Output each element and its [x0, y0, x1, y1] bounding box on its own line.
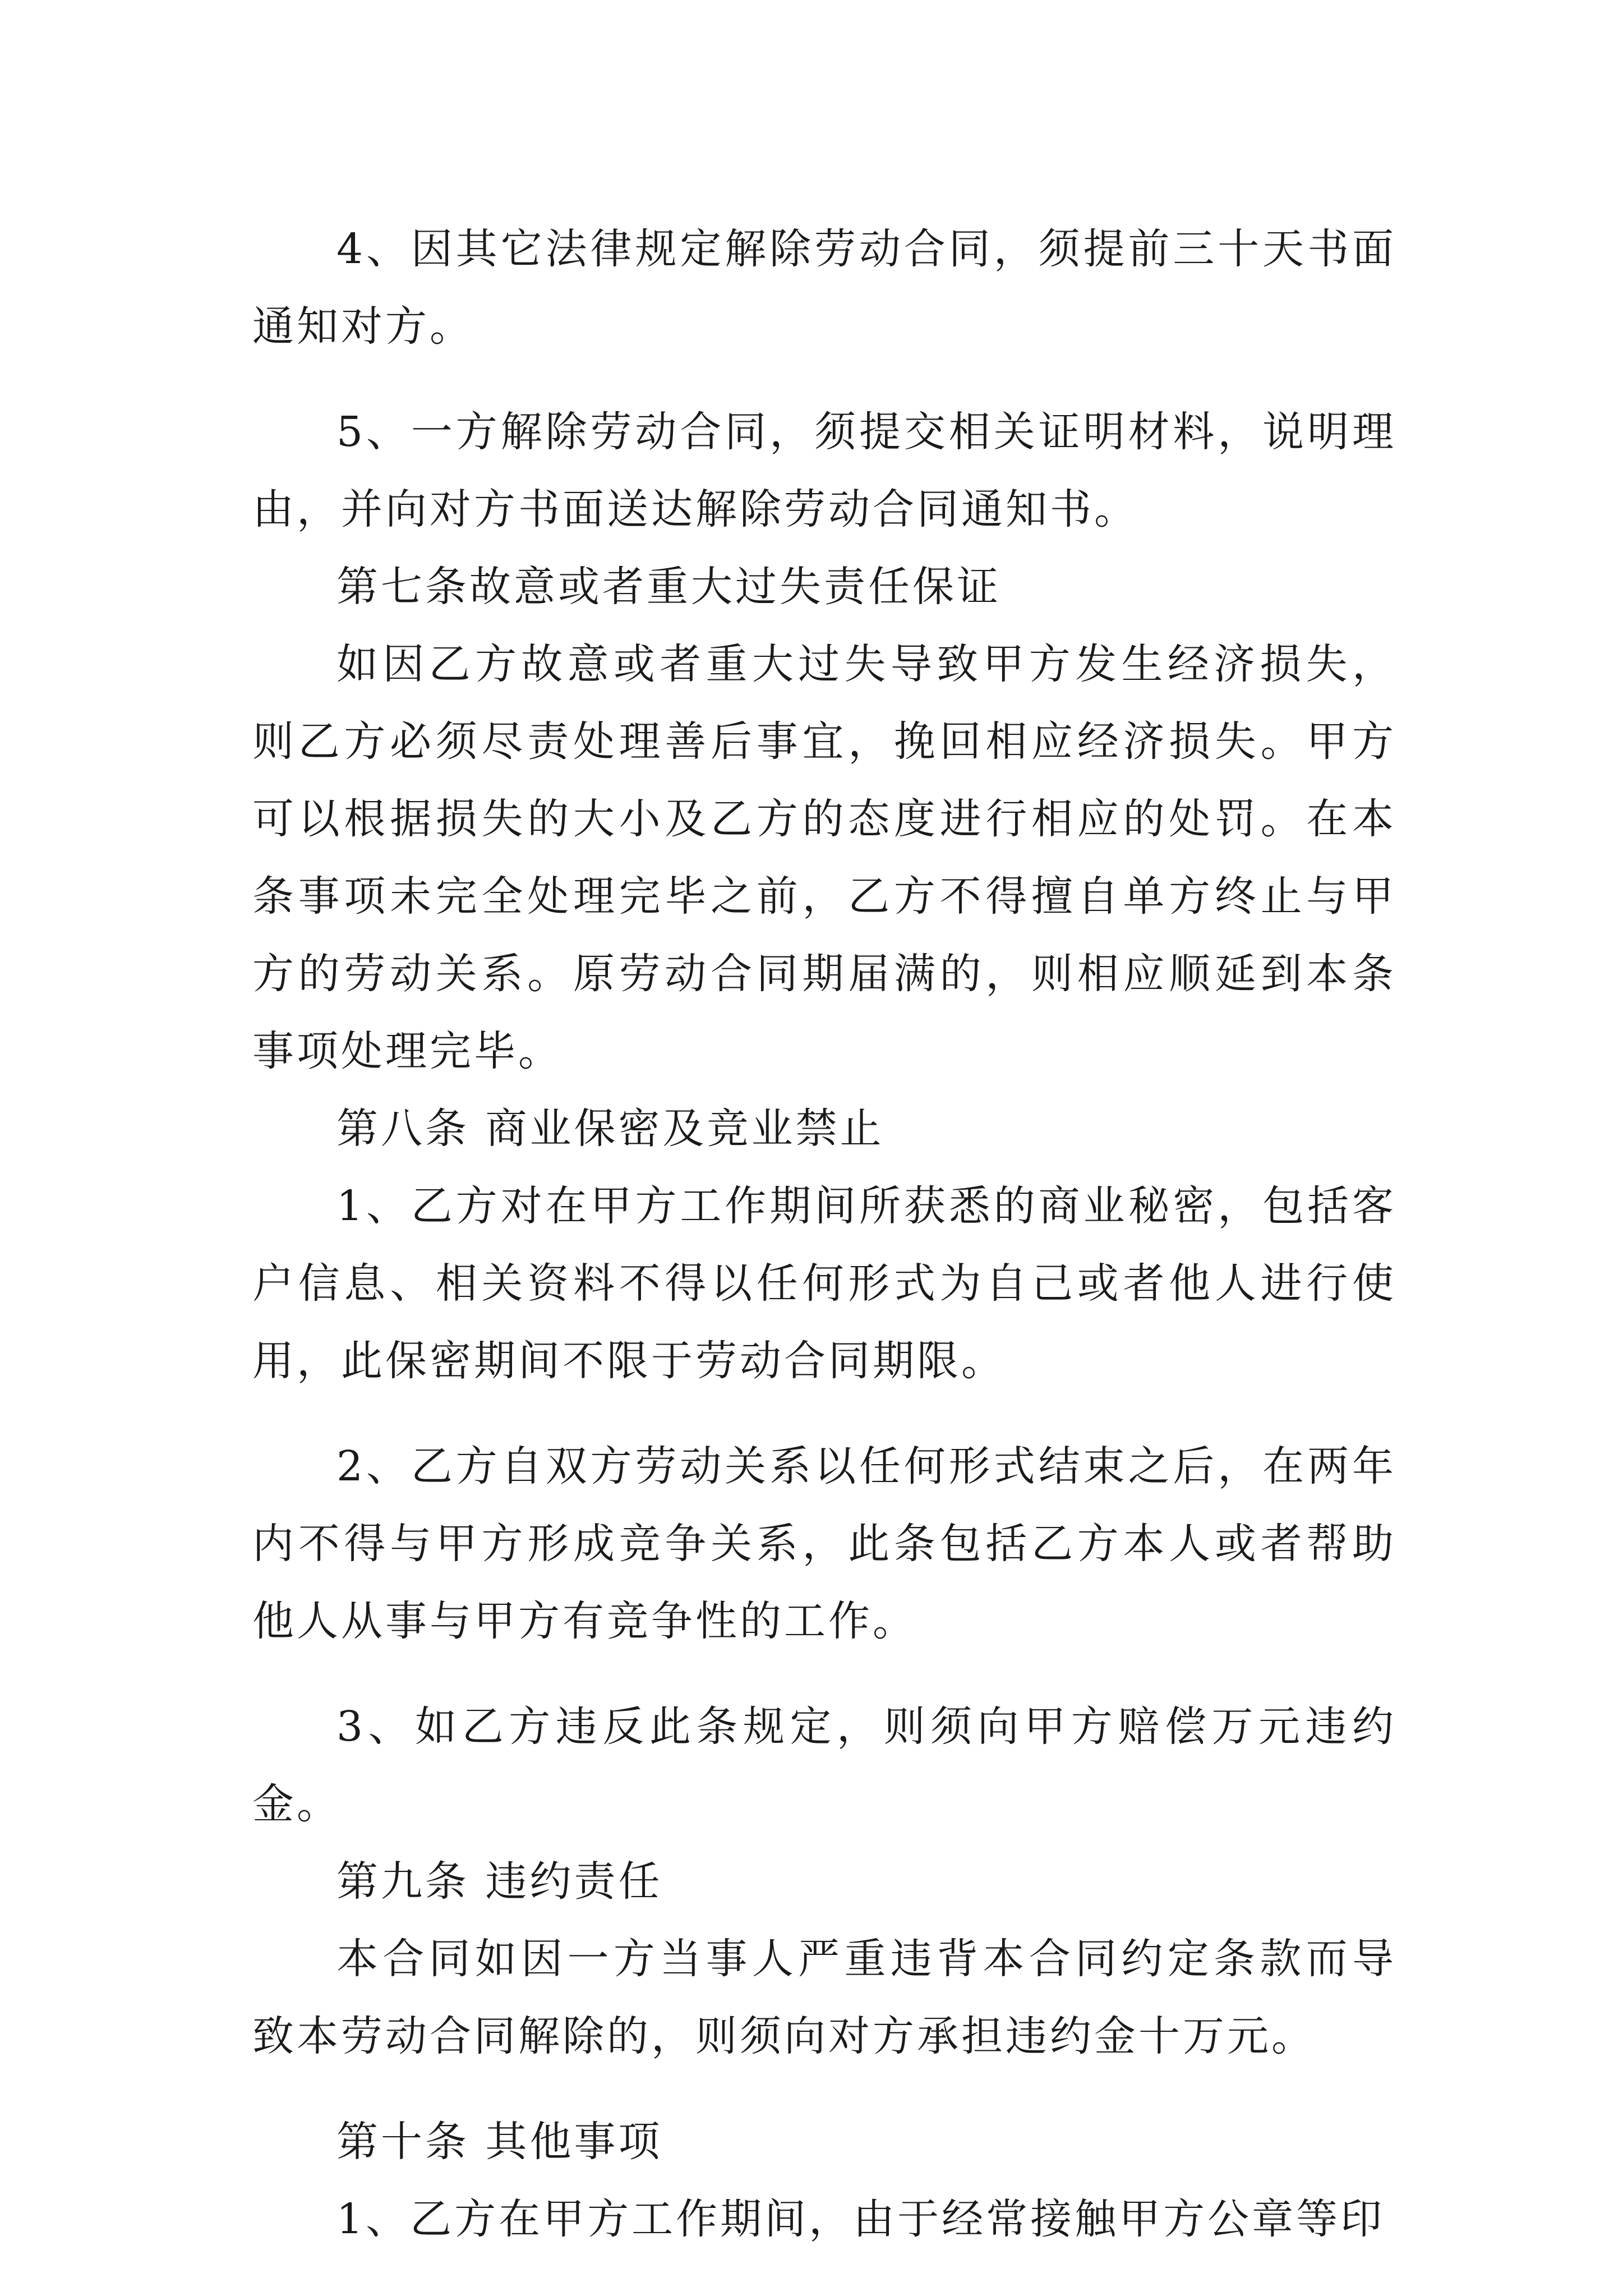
heading-clause-10: 第十条 其他事项	[336, 2118, 663, 2166]
paragraph-clause-8-item-2: 2、乙方自双方劳动关系以任何形式结束之后，在两年内不得与甲方形成竞争关系，此条包括乙方本人或者帮助他人从事与甲方有竞争性的工作。	[252, 1442, 1396, 1645]
paragraph-clause-8-item-3: 3、如乙方违反此条规定，则须向甲方赔偿万元违约金。	[252, 1703, 1396, 1828]
paragraph-clause-7-body: 如因乙方故意或者重大过失导致甲方发生经济损失，则乙方必须尽责处理善后事宜，挽回相应经济损失。甲方可以根据损失的大小及乙方的态度进行相应的处罚。在本条事项未完全处理完毕之前，乙方不得擅自单方终止与甲方的劳动关系。原劳动合同期届满的，则相应顺延到本条事项处理完毕。	[252, 640, 1396, 1075]
paragraph-clause-10-item-1: 1、乙方在甲方工作期间，由于经常接触甲方公章等印	[336, 2195, 1385, 2243]
paragraph-clause-9-body: 本合同如因一方当事人严重违背本合同约定条款而导致本劳动合同解除的，则须向对方承担违约金十万元。	[252, 1935, 1396, 2060]
heading-clause-8: 第八条 商业保密及竞业禁止	[336, 1105, 884, 1153]
paragraph-clause-6-item-4: 4、因其它法律规定解除劳动合同，须提前三十天书面通知对方。	[252, 225, 1396, 351]
heading-clause-7: 第七条故意或者重大过失责任保证	[336, 563, 1001, 611]
paragraph-clause-6-item-5: 5、一方解除劳动合同，须提交相关证明材料，说明理由，并向对方书面送达解除劳动合同通知书。	[252, 408, 1396, 533]
document-body	[252, 210, 1396, 2258]
heading-clause-9: 第九条 违约责任	[336, 1857, 663, 1906]
paragraph-clause-8-item-1: 1、乙方对在甲方工作期间所获悉的商业秘密，包括客户信息、相关资料不得以任何形式为自己或者他人进行使用，此保密期间不限于劳动合同期限。	[252, 1182, 1396, 1385]
